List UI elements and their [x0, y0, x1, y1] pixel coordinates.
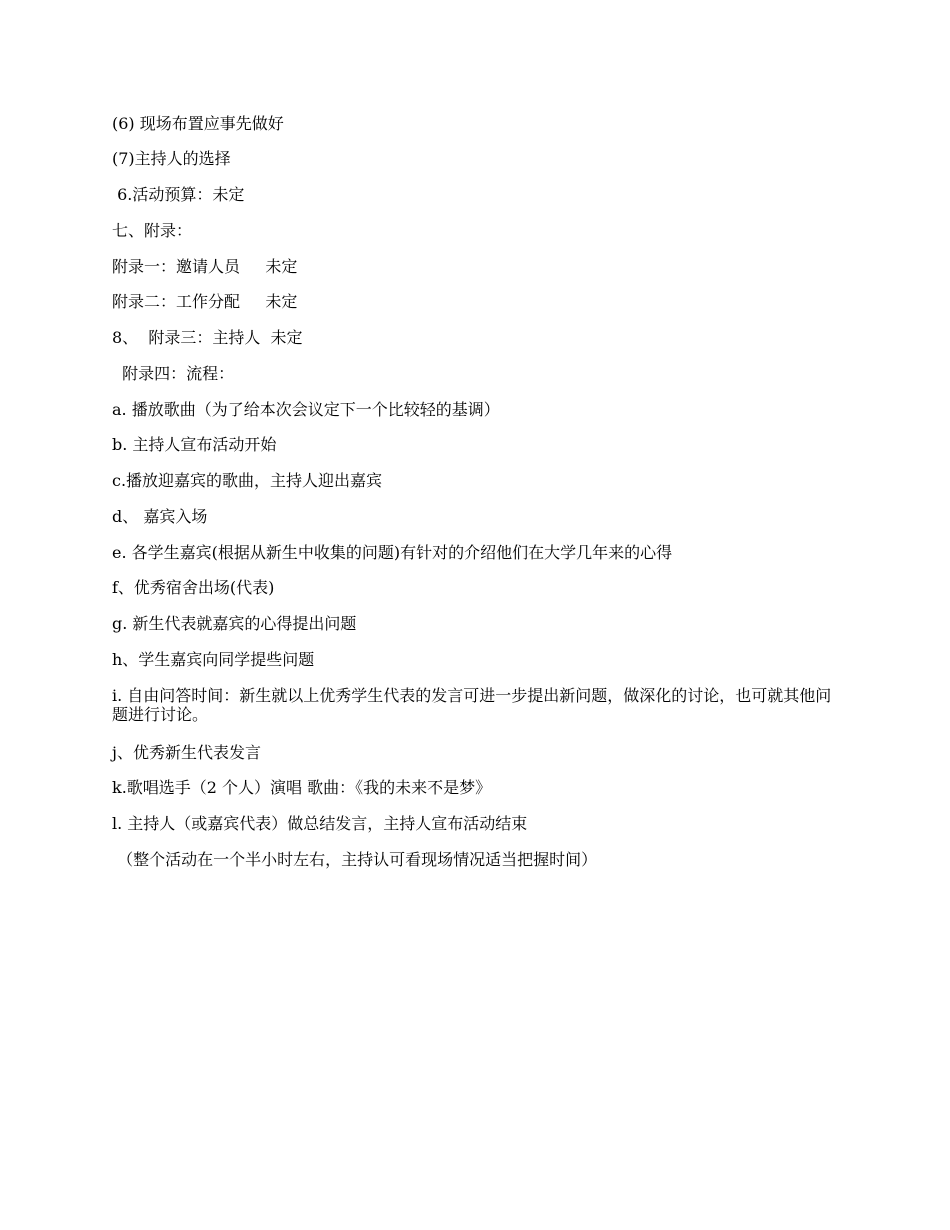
flow-step-b: b. 主持人宣布活动开始: [112, 435, 277, 454]
item-site-setup: (6) 现场布置应事先做好: [112, 114, 284, 133]
flow-step-k: k.歌唱选手（2 个人）演唱 歌曲：《我的未来不是梦》: [112, 778, 492, 797]
appendix-four: 附录四：流程：: [112, 364, 235, 383]
flow-step-l: l. 主持人（或嘉宾代表）做总结发言，主持人宣布活动结束: [112, 814, 528, 833]
flow-step-c: c.播放迎嘉宾的歌曲，主持人迎出嘉宾: [112, 471, 383, 490]
flow-step-j: j、优秀新生代表发言: [112, 743, 261, 762]
appendix-two: 附录二：工作分配 未定: [112, 292, 298, 311]
flow-step-i: i. 自由问答时间：新生就以上优秀学生代表的发言可进一步提出新问题，做深化的讨论，也可就其他问题进行讨论。: [112, 686, 832, 724]
flow-step-d: d、 嘉宾入场: [112, 507, 208, 526]
flow-step-g: g. 新生代表就嘉宾的心得提出问题: [112, 614, 357, 633]
flow-step-a: a. 播放歌曲（为了给本次会议定下一个比较轻的基调）: [112, 400, 500, 419]
item-host-selection: (7)主持人的选择: [112, 149, 231, 168]
item-budget: 6.活动预算：未定: [112, 185, 245, 204]
activity-duration-note: （整个活动在一个半小时左右，主持认可看现场情况适当把握时间）: [112, 850, 598, 869]
flow-step-f: f、优秀宿舍出场(代表): [112, 578, 275, 597]
appendix-three: 8、 附录三：主持人 未定: [112, 328, 303, 347]
appendix-one: 附录一：邀请人员 未定: [112, 257, 298, 276]
flow-step-h: h、学生嘉宾向同学提些问题: [112, 650, 315, 669]
section-appendix-heading: 七、附录：: [112, 221, 193, 240]
flow-step-e: e. 各学生嘉宾(根据从新生中收集的问题)有针对的介绍他们在大学几年来的心得: [112, 543, 673, 562]
